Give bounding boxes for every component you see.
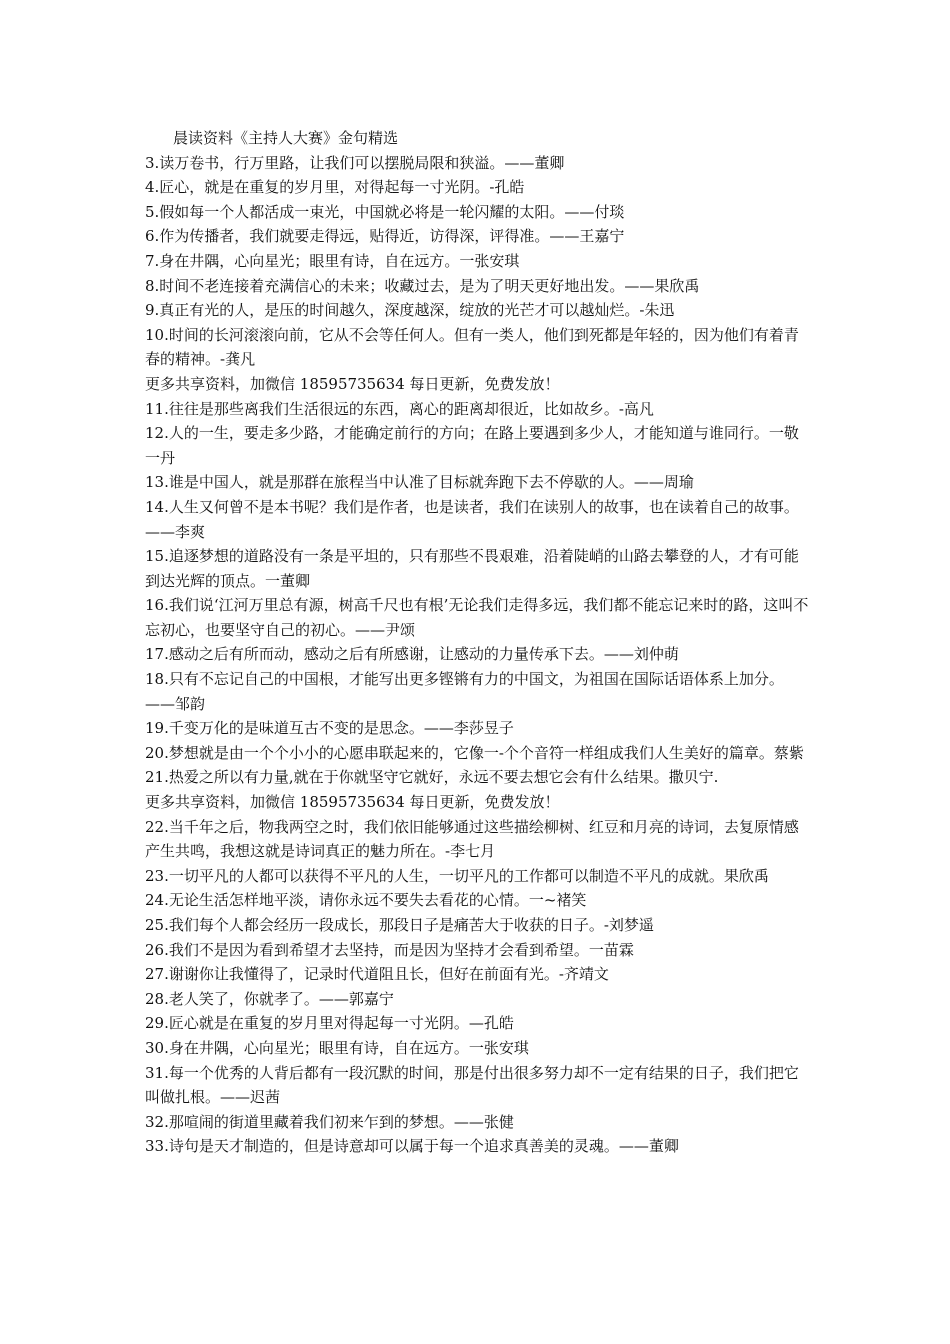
quote-line-33: 33.诗句是天才制造的，但是诗意却可以属于每一个追求真善美的灵魂。——董卿	[145, 1137, 679, 1156]
quote-line-18: 18.只有不忘记自己的中国根，才能写出更多铿锵有力的中国文，为祖国在国际话语体系上加分。——邹韵	[145, 670, 784, 713]
quote-line-5: 5.假如每一个人都活成一束光，中国就必将是一轮闪耀的太阳。——付琰	[145, 202, 625, 221]
quote-line-24: 24.无论生活怎样地平淡，请你永远不要失去看花的心情。一~褚笑	[145, 891, 587, 910]
quote-line-12: 12.人的一生，要走多少路，才能确定前行的方向；在路上要遇到多少人，才能知道与谁同行。一敬一丹	[145, 424, 799, 467]
quote-line-14: 14.人生又何曾不是本书呢？我们是作者，也是读者，我们在读别人的故事，也在读着自己的故事。——李爽	[145, 497, 799, 541]
quote-line-23: 23.一切平凡的人都可以获得不平凡的人生，一切平凡的工作都可以制造不平凡的成就。果欣禹	[145, 866, 769, 885]
quote-line-17: 17.感动之后有所而动，感动之后有所感谢，让感动的力量传承下去。——刘仲萌	[145, 645, 679, 664]
quote-line-22: 22.当千年之后，物我两空之时，我们依旧能够通过这些描绘柳树、红豆和月亮的诗词，去复原情感产生共鸣，我想这就是诗词真正的魅力所在。-李七月	[145, 817, 799, 861]
share-notice: 更多共享资料，加微信 18595735634 每日更新，免费发放！	[145, 793, 560, 812]
quote-line-10: 10.时间的长河滚滚向前，它从不会等任何人。但有一类人，他们到死都是年轻的，因为他们有着青春的精神。-龚凡	[145, 325, 799, 369]
quote-line-16: 16.我们说‘江河万里总有源，树高千尺也有根’无论我们走得多远，我们都不能忘记来时的路，这叫不忘初心，也要坚守自己的初心。——尹颂	[145, 596, 809, 639]
quote-line-20: 20.梦想就是由一个个小小的心愿串联起来的，它像一-个个音符一样组成我们人生美好的篇章。蔡紫	[145, 743, 804, 762]
share-notice: 更多共享资料，加微信 18595735634 每日更新，免费发放！	[145, 374, 560, 393]
quote-line-8: 8.时间不老连接着充满信心的未来；收藏过去，是为了明天更好地出发。——果欣禹	[145, 276, 700, 295]
quote-line-3: 3.读万卷书，行万里路，让我们可以摆脱局限和狭溢。——董卿	[145, 153, 565, 172]
quote-line-32: 32.那喧闹的街道里藏着我们初来乍到的梦想。——张健	[145, 1112, 514, 1131]
document-title: 晨读资料《主持人大赛》金句精选	[173, 129, 399, 147]
quote-line-15: 15.追逐梦想的道路没有一条是平坦的，只有那些不畏艰难，沿着陡峭的山路去攀登的人，才有可能到达光辉的顶点。一董卿	[145, 547, 799, 590]
quote-line-19: 19.千变万化的是味道互古不变的是思念。——李莎昱子	[145, 719, 514, 738]
quote-line-31: 31.每一个优秀的人背后都有一段沉默的时间，那是付出很多努力却不一定有结果的日子，我们把它叫做扎根。——迟茜	[145, 1063, 799, 1107]
quote-line-30: 30.身在井隅，心向星光；眼里有诗，自在远方。一张安琪	[145, 1038, 529, 1057]
quote-line-27: 27.谢谢你让我懂得了，记录时代道阻且长，但好在前面有光。-齐靖文	[145, 965, 609, 984]
quote-line-9: 9.真正有光的人，是压的时间越久，深度越深，绽放的光芒才可以越灿烂。-朱迅	[145, 301, 675, 320]
quote-line-26: 26.我们不是因为看到希望才去坚持，而是因为坚持才会看到希望。一苗霖	[145, 940, 634, 959]
document-body	[145, 126, 813, 1159]
quote-line-7: 7.身在井隅，心向星光；眼里有诗，自在远方。一张安琪	[145, 251, 520, 270]
quote-line-13: 13.谁是中国人，就是那群在旅程当中认准了目标就奔跑下去不停歇的人。——周瑜	[145, 473, 694, 492]
quote-line-29: 29.匠心就是在重复的岁月里对得起每一寸光阴。—孔皓	[145, 1014, 514, 1033]
quote-line-25: 25.我们每个人都会经历一段成长，那段日子是痛苦大于收获的日子。-刘梦遥	[145, 916, 654, 934]
quote-line-11: 11.往往是那些离我们生活很远的东西，离心的距离却很近，比如故乡。-高凡	[145, 399, 654, 418]
quote-line-21: 21.热爱之所以有力量,就在于你就坚守它就好，永远不要去想它会有什么结果。撒贝宁.	[145, 768, 719, 787]
quote-line-4: 4.匠心，就是在重复的岁月里，对得起每一寸光阴。-孔皓	[145, 178, 525, 197]
quote-line-28: 28.老人笑了，你就孝了。——郭嘉宁	[145, 989, 394, 1008]
quote-line-6: 6.作为传播者，我们就要走得远，贴得近，访得深，评得准。——王嘉宁	[145, 227, 625, 246]
